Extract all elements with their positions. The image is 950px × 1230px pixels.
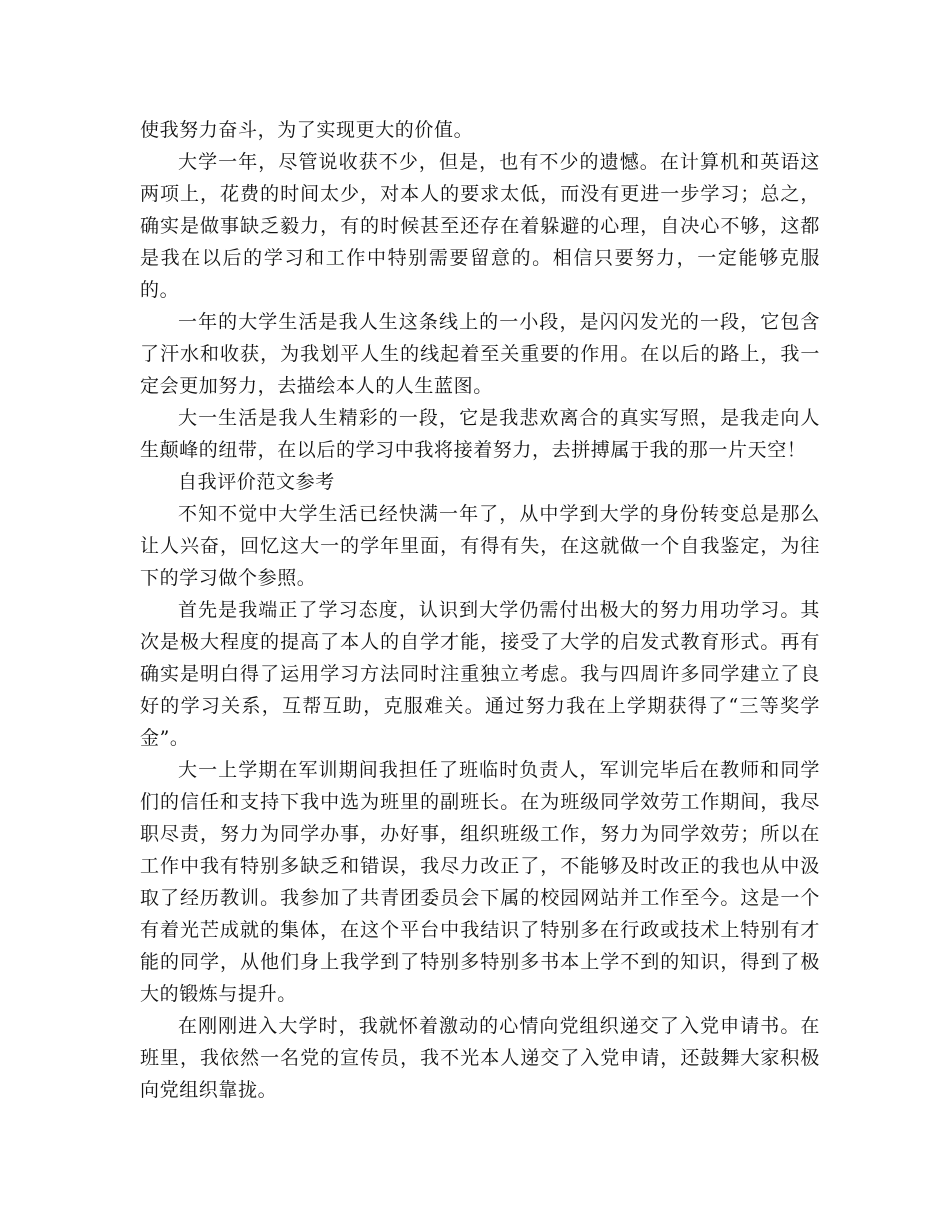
paragraph-party-application: 在刚刚进入大学时，我就怀着激动的心情向党组织递交了入党申请书。在班里，我依然一名党的宣传员，我不光本人递交了入党申请，还鼓舞大家积极向党组织靠拢。 [140, 1015, 820, 1101]
paragraph-study-attitude: 首先是我端正了学习态度，认识到大学仍需付出极大的努力用功学习。其次是极大程度的提高了本人的自学才能，接受了大学的启发式教育形式。再有确实是明白得了运用学习方法同时注重独立考虑。我与四周许多同学建立了良好的学习关系，互帮互助，克服难关。通过努力我在上学期获得了“三等奖学金”。 [140, 599, 820, 749]
document-body [140, 114, 820, 1106]
paragraph-class-work: 大一上学期在军训期间我担任了班临时负责人，军训完毕后在教师和同学们的信任和支持下我中选为班里的副班长。在为班级同学效劳工作期间，我尽职尽责，努力为同学办事，办好事，组织班级工作，努力为同学效劳；所以在工作中我有特别多缺乏和错误，我尽力改正了，不能够及时改正的我也从中汲取了经历教训。我参加了共青团委员会下属的校园网站并工作至今。这是一个有着光芒成就的集体，在这个平台中我结识了特别多在行政或技术上特别有才能的同学，从他们身上我学到了特别多特别多书本上学不到的知识，得到了极大的锻炼与提升。 [140, 759, 820, 1005]
section-heading: 自我评价范文参考 [178, 471, 335, 493]
paragraph-continuation: 使我努力奋斗，为了实现更大的价值。 [140, 119, 474, 141]
paragraph-intro: 不知不觉中大学生活已经快满一年了，从中学到大学的身份转变总是那么让人兴奋，回忆这大一的学年里面，有得有失，在这就做一个自我鉴定，为往下的学习做个参照。 [140, 503, 820, 589]
paragraph-freshman-life: 大一生活是我人生精彩的一段，它是我悲欢离合的真实写照，是我走向人生颠峰的纽带，在以后的学习中我将接着努力，去拼搏属于我的那一片天空！ [140, 407, 820, 461]
paragraph-regrets: 大学一年，尽管说收获不少，但是，也有不少的遗憾。在计算机和英语这两项上，花费的时间太少，对本人的要求太低，而没有更进一步学习；总之，确实是做事缺乏毅力，有的时候甚至还存在着躲避的心理，自决心不够，这都是我在以后的学习和工作中特别需要留意的。相信只要努力，一定能够克服的。 [140, 151, 820, 301]
paragraph-one-year: 一年的大学生活是我人生这条线上的一小段，是闪闪发光的一段，它包含了汗水和收获，为我划平人生的线起着至关重要的作用。在以后的路上，我一定会更加努力，去描绘本人的人生蓝图。 [140, 311, 820, 397]
